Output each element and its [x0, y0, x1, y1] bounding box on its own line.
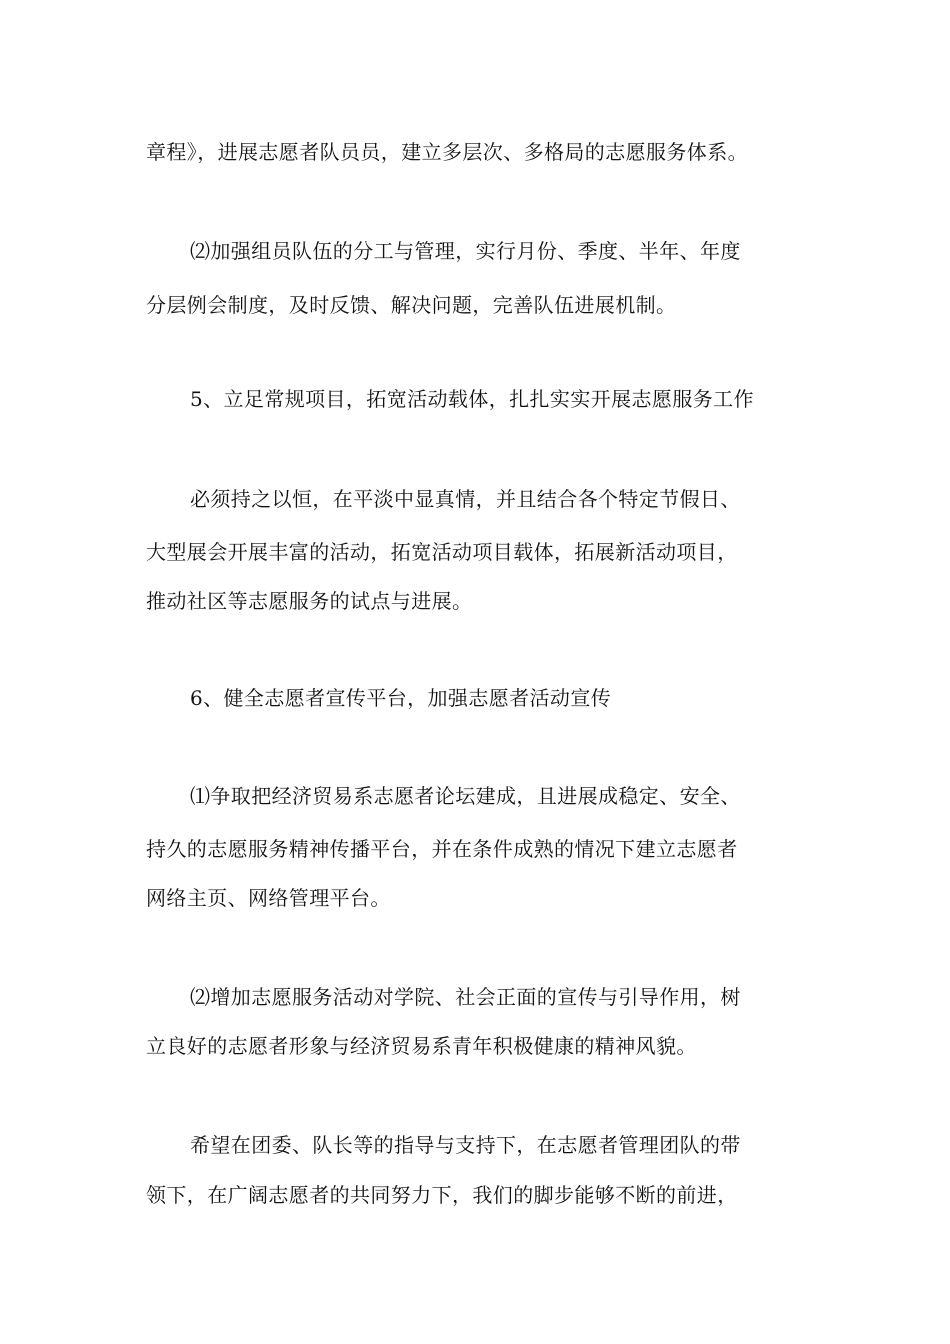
paragraph-line: 领下，在广阔志愿者的共同努力下，我们的脚步能够不断的前进，	[146, 1183, 738, 1207]
paragraph-line: ⑵加强组员队伍的分工与管理，实行月份、季度、半年、年度	[190, 239, 741, 263]
paragraph-line: ⑵增加志愿服务活动对学院、社会正面的宣传与引导作用，树	[190, 985, 741, 1009]
section-heading: 6、健全志愿者宣传平台，加强志愿者活动宣传	[190, 686, 612, 710]
paragraph-line: 网络主页、网络管理平台。	[146, 886, 391, 910]
paragraph-line: 希望在团委、队长等的指导与支持下，在志愿者管理团队的带	[190, 1133, 741, 1157]
paragraph-line: 大型展会开展丰富的活动，拓宽活动项目载体，拓展新活动项目，	[146, 540, 738, 564]
paragraph-line: 必须持之以恒，在平淡中显真情，并且结合各个特定节假日、	[190, 487, 741, 511]
paragraph-line: 分层例会制度，及时反馈、解决问题，完善队伍进展机制。	[146, 293, 677, 317]
paragraph-line: 持久的志愿服务精神传播平台，并在条件成熟的情况下建立志愿者	[146, 837, 738, 861]
paragraph-line: 立良好的志愿者形象与经济贸易系青年积极健康的精神风貌。	[146, 1034, 697, 1058]
paragraph-line: 推动社区等志愿服务的试点与进展。	[146, 589, 473, 613]
paragraph-line: 章程》，进展志愿者队员员，建立多层次、多格局的志愿服务体系。	[146, 140, 748, 164]
paragraph-line: ⑴争取把经济贸易系志愿者论坛建成，且进展成稳定、安全、	[190, 784, 741, 808]
section-heading: 5、立足常规项目，拓宽活动载体，扎扎实实开展志愿服务工作	[190, 387, 754, 411]
